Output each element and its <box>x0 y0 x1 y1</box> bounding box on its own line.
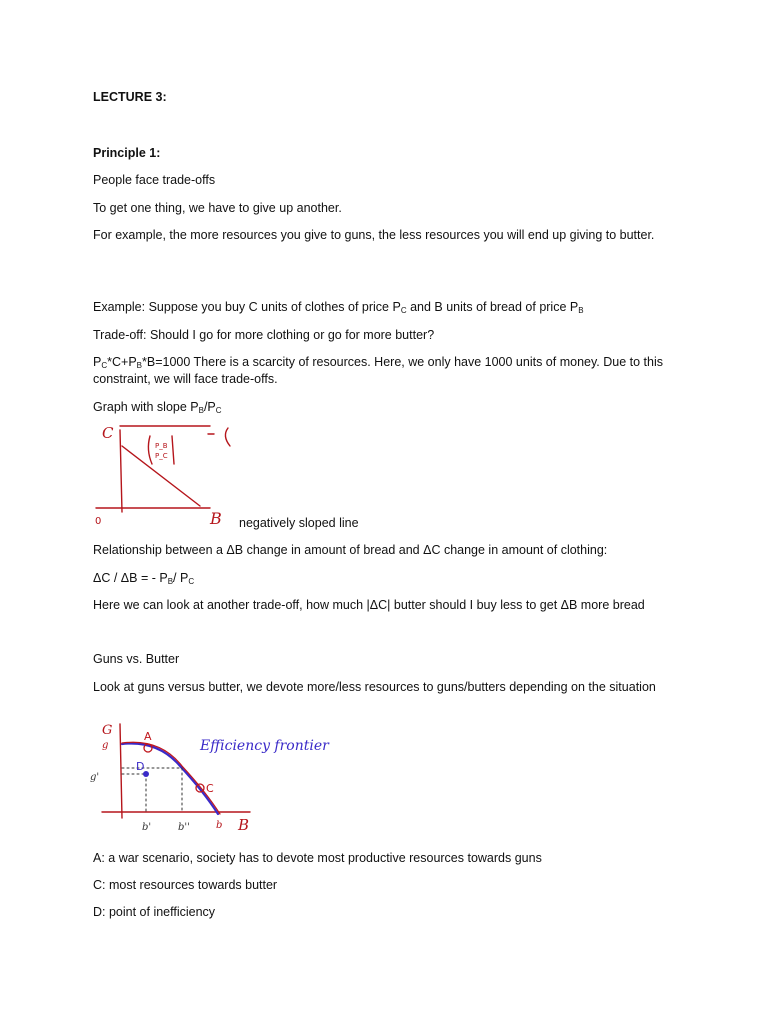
sketch2-b-dprime: b'' <box>178 822 190 833</box>
example-line <box>93 299 584 316</box>
constraint-p1: P <box>93 355 102 369</box>
constraint-s2: B <box>136 361 142 370</box>
another-tradeoff-line: Here we can look at another trade-off, how much |ΔC| butter should I buy less to get ΔB more bread <box>93 598 645 612</box>
ratio-s1: B <box>167 577 174 586</box>
slope-line <box>93 399 222 416</box>
principle-line-3: For example, the more resources you give to guns, the less resources you will end up giving to butter. <box>93 228 655 242</box>
frontier-sketch <box>88 718 358 836</box>
sketch2-y-label: G <box>102 723 113 738</box>
negatively-sloped-label: negatively sloped line <box>239 516 359 530</box>
example-text-a: Example: Suppose you buy C units of clothes of price P <box>93 300 401 314</box>
constraint-rest: *B=1000 There is a scarcity of resources. Here, we only have 1000 units of money. Due to this constraint, we will face trade-offs. <box>93 355 663 386</box>
ratio-s2: C <box>188 577 195 586</box>
relationship-line: Relationship between a ΔB change in amount of bread and ΔC change in amount of clothing: <box>93 543 608 557</box>
principle-heading: Principle 1: <box>93 146 161 160</box>
constraint-mid: *C+P <box>107 355 137 369</box>
principle-line-2: To get one thing, we have to give up another. <box>93 201 342 215</box>
sketch1-slope-top: P_B <box>155 442 168 450</box>
sketch1-origin: 0 <box>95 516 102 527</box>
ratio-sep: / P <box>173 571 189 585</box>
tradeoff-question: Trade-off: Should I go for more clothing or go for more butter? <box>93 328 435 342</box>
example-sub-b: B <box>578 306 584 315</box>
sketch2-point-a-label: A <box>144 730 152 743</box>
budget-line-sketch <box>92 420 242 528</box>
constraint-s1: C <box>101 361 108 370</box>
ratio-text: ΔC / ΔB = - P <box>93 571 168 585</box>
slope-text: Graph with slope P <box>93 400 199 414</box>
sketch2-b-max: b <box>216 820 223 831</box>
guns-text: Look at guns versus butter, we devote more/less resources to guns/butters depending on the situation <box>93 680 656 694</box>
sketch2-y-axis <box>120 724 122 818</box>
example-sub-c: C <box>400 306 407 315</box>
example-text-b: and B units of bread of price P <box>406 300 579 314</box>
guns-heading: Guns vs. Butter <box>93 652 180 666</box>
sketch2-g-max: g <box>102 740 109 751</box>
note-d: D: point of inefficiency <box>93 905 216 919</box>
slope-s2: C <box>215 406 222 415</box>
sketch2-point-d-label: D <box>136 760 145 773</box>
constraint-line <box>93 354 673 388</box>
principle-line-1: People face trade-offs <box>93 173 216 187</box>
note-a: A: a war scenario, society has to devote most productive resources towards guns <box>93 851 542 865</box>
slope-sep: /P <box>203 400 216 414</box>
sketch2-point-c-label: C <box>206 782 214 795</box>
sketch2-frontier-label: Efficiency frontier <box>200 738 329 754</box>
note-c: C: most resources towards butter <box>93 878 278 892</box>
sketch1-y-label: C <box>102 424 114 442</box>
sketch2-g-prime: g' <box>90 772 100 783</box>
sketch1-bracket-right <box>172 436 174 464</box>
sketch1-y-axis <box>120 430 122 512</box>
sketch2-b-prime: b' <box>142 822 152 833</box>
page-title: LECTURE 3: <box>93 90 167 104</box>
ratio-line <box>93 570 194 587</box>
sketch1-x-label: B <box>210 509 222 528</box>
sketch1-curve-mark <box>225 428 230 446</box>
sketch1-slope-bottom: P_C <box>155 452 168 460</box>
sketch1-bracket-left <box>148 436 152 464</box>
slope-s1: B <box>198 406 204 415</box>
sketch2-x-label: B <box>238 816 250 834</box>
